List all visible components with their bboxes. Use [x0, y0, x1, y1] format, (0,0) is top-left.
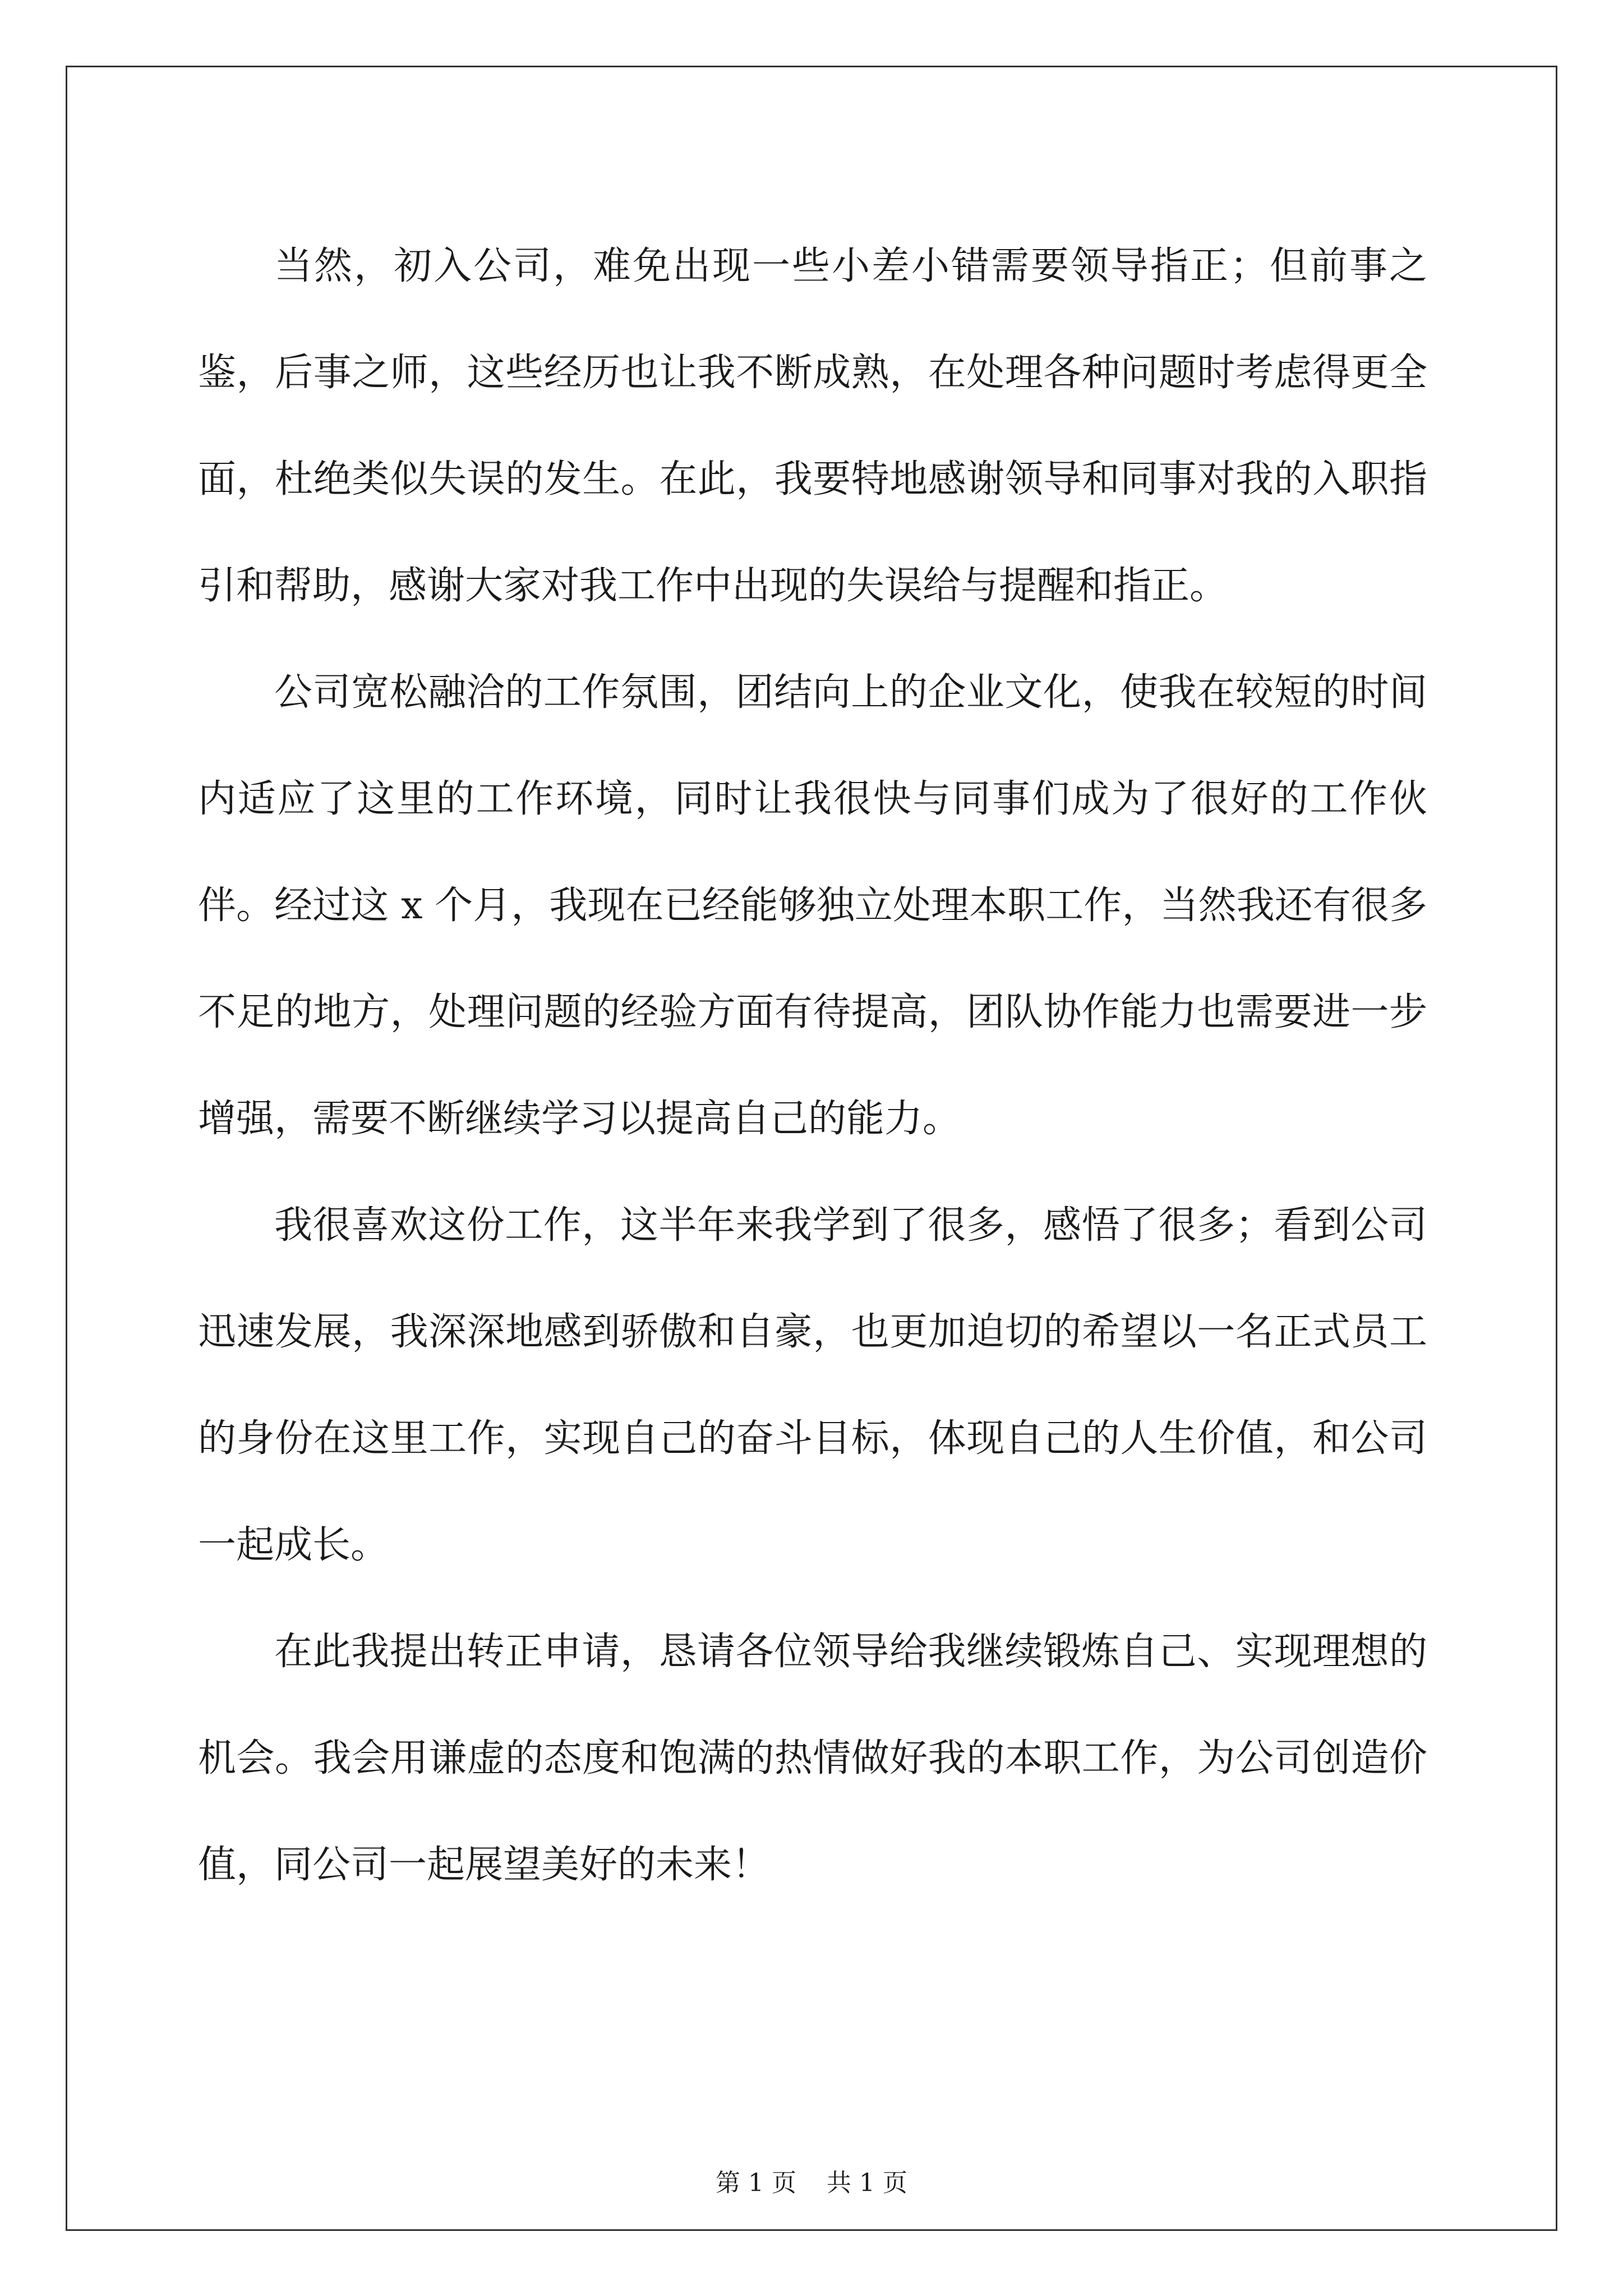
paragraph-4: 在此我提出转正申请，恳请各位领导给我继续锻炼自己、实现理想的机会。我会用谦虚的态度和饱满的热情做好我的本职工作，为公司创造价值，同公司一起展望美好的未来！	[198, 1630, 1427, 1887]
paragraph-2: 公司宽松融洽的工作氛围，团结向上的企业文化，使我在较短的时间内适应了这里的工作环境，同时让我很快与同事们成为了很好的工作伙伴。经过这 x 个月，我现在已经能够独立处理本职工作，当然我还有很多不足的地方，处理问题的经验方面有待提高，团队协作能力也需要进一步增强，需要不断继续学习以提高自己的能力。	[198, 670, 1427, 1141]
page-number-current: 第 1 页	[716, 2169, 796, 2197]
page-number-total: 共 1 页	[827, 2169, 907, 2197]
document-body	[198, 213, 1427, 1918]
paragraph-3: 我很喜欢这份工作，这半年来我学到了很多，感悟了很多；看到公司迅速发展，我深深地感到骄傲和自豪，也更加迫切的希望以一名正式员工的身份在这里工作，实现自己的奋斗目标，体现自己的人生价值，和公司一起成长。	[198, 1203, 1427, 1567]
paragraph-1: 当然，初入公司，难免出现一些小差小错需要领导指正；但前事之鉴，后事之师，这些经历也让我不断成熟，在处理各种问题时考虑得更全面，杜绝类似失误的发生。在此，我要特地感谢领导和同事对我的入职指引和帮助，感谢大家对我工作中出现的失误给与提醒和指正。	[198, 244, 1427, 608]
page-footer	[0, 2166, 1623, 2200]
